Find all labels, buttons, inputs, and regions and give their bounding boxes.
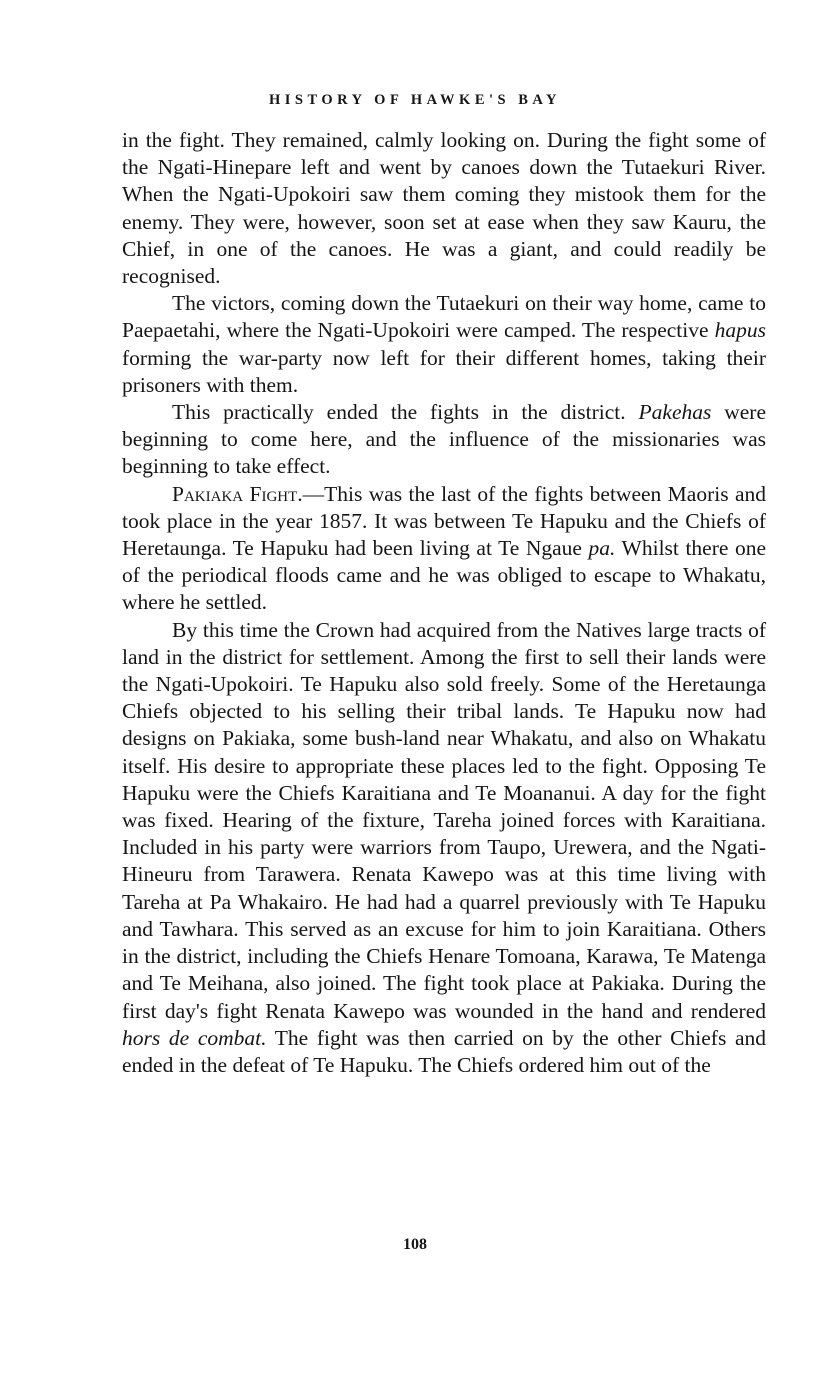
running-head: HISTORY OF HAWKE'S BAY — [268, 92, 561, 108]
italic-pa: pa. — [588, 536, 616, 561]
body-text — [122, 127, 766, 1079]
paragraph-4-text-b: Whilst there one of the periodical floods came and he was obliged to escape to Whakatu, where he settled. — [122, 536, 767, 615]
page-number: 108 — [403, 1236, 427, 1253]
section-heading-pakiaka-fight: Pakiaka Fight. — [172, 481, 303, 506]
paragraph-3-text-b: were beginning to come here, and the influence of the missionaries was beginning to take effect. — [122, 400, 766, 479]
paragraph-2-text-a: The victors, coming down the Tutaekuri on their way home, came to Paepaetahi, where the Ngati-Upokoiri were camped. The respective — [122, 291, 766, 343]
paragraph-1: in the fight. They remained, calmly looking on. During the fight some of the Ngati-Hinepare left and went by canoes down the Tutaekuri River. When the Ngati-Upokoiri saw them coming they mistook them for the enemy. They were, however, soon set at ease when they saw Kauru, the Chief, in one of the canoes. He was a giant, and could readily be recognised. — [122, 128, 766, 289]
paragraph-5-text-b: The fight was then carried on by the other Chiefs and ended in the defeat of Te Hapuku. The Chiefs ordered him out of the — [122, 1025, 766, 1077]
paragraph-4-text-a: —This was the last of the fights between Maoris and took place in the year 1857. It was between Te Hapuku and the Chiefs of Heretaunga. Te Hapuku had been living at Te Ngaue — [122, 481, 766, 561]
paragraph-5-text-a: By this time the Crown had acquired from the Natives large tracts of land in the district for settlement. Among the first to sell their lands were the Ngati-Upokoiri. Te Hapuku also sold freely. Some of the Heretaunga Chiefs objected to his selling their tribal lands. Te Hapuku now had designs on Pakiaka, some bush-land near Whakatu, and also on Whakatu itself. His desire to appropriate these places led to the fight. Opposing Te Hapuku were the Chiefs Karaitiana and Te Moananui. A day for the fight was fixed. Hearing of the fixture, Tareha joined forces with Karaitiana. Included in his party were warriors from Taupo, Urewera, and the Ngati-Hineuru from Tarawera. Renata Kawepo was at this time living with Tareha at Pa Whakairo. He had had a quarrel previously with Te Hapuku and Tawhara. This served as an excuse for him to join Karaitiana. Others in the district, including the Chiefs Henare Tomoana, Karawa, Te Matenga and Te Meihana, also joined. The fight took place at Pakiaka. During the first day's fight Renata Kawepo was wounded in the hand and rendered — [122, 617, 766, 1023]
paragraph-2-text-b: forming the war-party now left for their different homes, taking their prisoners with them. — [122, 345, 766, 397]
paragraph-5 — [122, 617, 766, 1079]
italic-pakehas: Pakehas — [638, 400, 712, 425]
paragraph-4 — [122, 481, 766, 617]
paragraph-3 — [122, 399, 766, 481]
italic-hapus: hapus — [714, 318, 766, 343]
italic-hors-de-combat: hors de combat. — [122, 1025, 267, 1050]
paragraph-3-text-a: This practically ended the fights in the district. — [172, 400, 639, 425]
paragraph-2 — [122, 290, 766, 399]
